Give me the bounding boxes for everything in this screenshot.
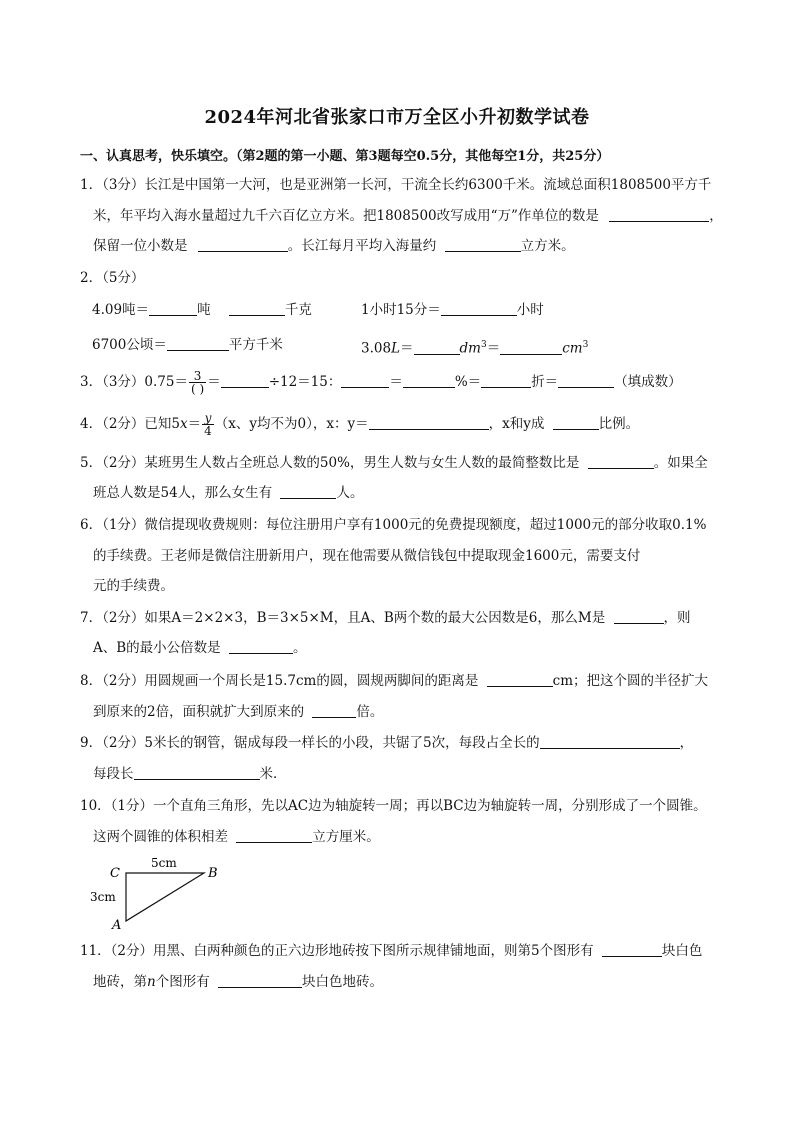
q8-text-a1: 8．（2分）用圆规画一个周长是15.7cm的圆，圆规两脚间的距离是 [80,673,479,689]
q11-text-b1: 地砖，第 [93,974,147,990]
q2-text-b1: 1小时15分＝ [361,302,441,318]
q2-row2-right [361,335,588,359]
q4-frac-num: y [202,412,214,425]
q5-line1 [80,453,708,473]
q8-blank-2[interactable] [312,703,356,718]
q7-blank-2[interactable] [229,639,293,654]
q1-line2 [93,206,723,226]
q3-blank-3[interactable] [403,373,455,388]
q2-text-c2: 平方千米 [228,337,283,353]
vertex-c-label: C [110,866,120,881]
vertex-b-label: B [208,866,218,881]
q4-blank-1[interactable] [369,415,489,430]
q11-text-b3: 块白色地砖。 [302,974,383,990]
q1-blank-3[interactable] [445,237,521,252]
q5-text-a2: 。如果全 [653,455,708,471]
q6-line3: 元的手续费。 [93,578,174,594]
q7-line2 [93,638,306,658]
q11-line2 [93,972,383,992]
vertex-a-label: A [112,918,122,933]
q3-text-c: ÷12＝15： [268,374,342,390]
q3-blank-5[interactable] [558,373,614,388]
q10-text-b1: 这两个圆锥的体积相差 [93,829,228,845]
q1-text-b1: 米，年平均入海水量超过九千六百亿立方米。把1808500改写成用“万”作单位的数是 [93,208,599,224]
q4-text-e: 比例。 [598,416,640,432]
q3-blank-4[interactable] [481,373,531,388]
q3-text-g: （填成数） [614,374,682,390]
q6-line1: 6．（1分）微信提现收费规则：每位注册用户享有1000元的免费提现额度，超过1000元的部分收取0.1% [80,517,707,533]
q5-text-b2: 人。 [336,485,364,501]
q11-text-b2: 个图形有 [155,974,210,990]
q2-row2-left [92,335,283,355]
q6-line2: 的手续费。王老师是微信注册新用户，现在他需要从微信钱包中提取现金1600元，需要支付 [93,548,641,564]
q2-unit-cm: cm [562,340,583,357]
q11-line1 [80,941,702,961]
q2-blank-1[interactable] [149,301,197,316]
q11-blank-2[interactable] [218,973,302,988]
q4-text-c: （x、y均不为0），x：y＝ [214,416,369,432]
side-bc-length: 5cm [151,856,177,870]
q8-line1 [80,671,708,691]
q7-blank-1[interactable] [614,609,664,624]
q1-text-b2: ， [709,208,723,224]
q3-blank-2[interactable] [341,373,389,388]
q4-text-a: 4．（2分）已知5 [80,416,181,432]
q5-text-a1: 5．（2分）某班男生人数占全班总人数的50%，男生人数与女生人数的最简整数比是 [80,455,580,471]
q4-blank-2[interactable] [553,415,599,430]
exam-title: 2024年河北省张家口市万全区小升初数学试卷 [204,107,590,128]
q2-unit-l: L [391,340,401,357]
q4-var-x: x [180,416,188,432]
q3-text-d: ＝ [389,374,403,390]
q5-line2 [93,483,363,503]
q2-text-d3: ＝ [486,340,501,357]
q1-blank-1[interactable] [609,207,709,222]
q2-blank-2[interactable] [229,301,285,316]
q2-sup-dm: 3 [480,340,487,350]
q3-line [80,370,682,395]
q2-text-a3: 千克 [284,302,312,318]
q3-fraction [189,370,206,395]
q7-text-a2: ，则 [663,610,691,626]
q4-text-d: ，x和y成 [488,416,545,432]
q8-text-a2: cm；把这个圆的半径扩大 [552,673,709,689]
q1-text-c1: 保留一位小数是 [93,238,188,254]
q4-line [80,412,639,437]
q3-frac-den: ( ) [191,382,205,396]
q9-line2 [93,764,287,784]
q2-blank-3[interactable] [441,301,517,316]
q2-row1-left [92,300,312,320]
q8-line2 [93,702,383,722]
q11-blank-1[interactable] [602,942,662,957]
q5-blank-2[interactable] [280,484,336,499]
q4-text-b: ＝ [187,416,202,432]
q9-blank-1[interactable] [540,734,680,749]
q10-line2 [93,827,380,847]
q8-text-b1: 到原来的2倍，面积就扩大到原来的 [93,704,305,720]
q2-heading: 2．（5分） [80,270,145,286]
q9-text-a1: 9．（2分）5米长的钢管，锯成每段一样长的小段，共锯了5次，每段占全长的 [80,735,540,751]
q9-blank-2[interactable] [134,765,260,780]
q2-text-b2: 小时 [516,302,544,318]
q2-text-c1: 6700公顷＝ [92,337,167,353]
q3-frac-num: 3 [189,370,206,383]
q3-text-b: ＝ [207,374,221,390]
q2-text-a1: 4.09吨＝ [92,302,150,318]
q8-text-b2: 倍。 [356,704,384,720]
q5-text-b1: 班总人数是54人，那么女生有 [93,485,273,501]
q9-text-b1: 每段长 [93,766,134,782]
q5-blank-1[interactable] [588,454,654,469]
q10-blank-1[interactable] [236,828,312,843]
q2-unit-dm: dm [459,340,481,357]
q11-text-a1: 11．（2分）用黑、白两种颜色的正六边形地砖按下图所示规律铺地面，则第5个图形有 [80,943,594,959]
q2-blank-5[interactable] [414,340,460,355]
q1-text-c2: 。长江每月平均入海量约 [287,238,437,254]
q1-text-a: 1．（3分）长江是中国第一大河，也是亚洲第一长河，干流全长约6300千米。流域总面积1808500平方千 [80,177,712,193]
q2-text-a2: 吨 [197,302,211,318]
q4-fraction [202,412,214,437]
q8-blank-1[interactable] [487,672,553,687]
q10-text-b2: 立方厘米。 [312,829,380,845]
q3-text-e: %＝ [454,374,482,390]
q1-blank-2[interactable] [198,237,288,252]
q7-line1 [80,608,691,628]
q1-text-c3: 立方米。 [520,238,575,254]
q10-triangle-figure [88,855,238,935]
q3-text-f: 折＝ [531,374,559,390]
q2-text-d1: 3.08 [361,340,392,357]
q7-text-b1: A、B的最小公倍数是 [93,640,221,656]
q1-line1 [80,175,711,195]
q9-line1 [80,733,693,753]
q10-line1: 10．（1分）一个直角三角形，先以AC边为轴旋转一周；再以BC边为轴旋转一周，分别形成了一个圆锥。 [80,798,707,814]
q11-var-n: n [147,974,156,990]
section-one-heading: 一、认真思考，快乐填空。（第2题的第一小题、第3题每空0.5分，其他每空1分，共25分） [80,149,610,164]
q9-text-b2: 米． [259,766,287,782]
q3-text-a: 3．（3分）0.75＝ [80,374,188,390]
q3-blank-1[interactable] [221,373,269,388]
q2-row1-right [361,300,544,320]
q7-text-a1: 7．（2分）如果A＝2×2×3，B＝3×5×M，且A、B两个数的最大公因数是6，那么M是 [80,610,606,626]
q11-text-a2: 块白色 [661,943,703,959]
right-triangle-shape [126,873,204,921]
q9-text-a2: ， [679,735,694,751]
q7-text-b2: 。 [292,640,307,656]
q2-sup-cm: 3 [582,340,589,350]
q2-blank-6[interactable] [500,340,562,355]
q1-line3 [93,236,575,256]
q2-blank-4[interactable] [167,336,229,351]
side-ac-length: 3cm [90,890,116,904]
q2-text-d2: ＝ [400,340,414,357]
q4-frac-den: 4 [204,424,212,438]
